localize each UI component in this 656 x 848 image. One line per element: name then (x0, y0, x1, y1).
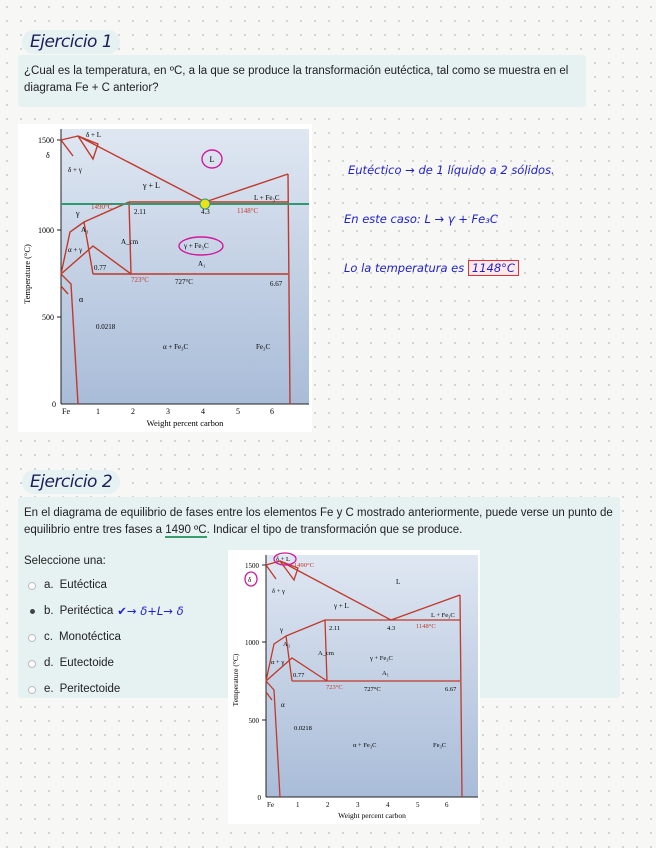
option-letter: b. (44, 605, 54, 617)
comp-0-77: 0.77 (293, 672, 305, 679)
temp-727: 727°C (364, 686, 381, 693)
label-gamma-l: γ + L (143, 181, 160, 190)
x-axis-label: Weight percent carbon (146, 418, 224, 428)
x-tick: 1 (296, 801, 300, 809)
x-tick: 4 (201, 407, 205, 416)
x-axis-label: Weight percent carbon (338, 811, 406, 820)
comp-0-77: 0.77 (94, 264, 107, 272)
label-delta: δ (46, 151, 50, 160)
y-tick: 0 (257, 794, 261, 802)
y-tick: 1000 (38, 226, 54, 235)
comp-4-3: 4.3 (201, 208, 210, 216)
x-tick: 5 (416, 801, 420, 809)
comp-4-3: 4.3 (387, 625, 396, 632)
y-tick: 500 (42, 313, 54, 322)
exercise1-question: ¿Cual es la temperatura, en ºC, a la que se produce la transformación eutéctica, tal como se muestra en el diagrama Fe + C anterior? (24, 65, 569, 94)
comp-0-0218: 0.0218 (294, 725, 312, 732)
label-gamma-fe3c: γ + Fe₃C (370, 655, 393, 662)
label-acm: A_cm (318, 650, 334, 657)
temp-1490: 1490°C (294, 562, 314, 569)
exercise2-heading: Ejercicio 2 (22, 470, 120, 494)
x-tick: 5 (236, 407, 240, 416)
x-tick: 6 (445, 801, 449, 809)
radio-c[interactable] (28, 634, 36, 642)
label-alpha: α (79, 295, 84, 304)
y-tick: 1500 (245, 562, 259, 570)
x-tick: 2 (326, 801, 330, 809)
comp-2-11: 2.11 (134, 208, 146, 216)
phase-diagram-1-svg (18, 124, 312, 432)
label-fe3c: Fe₃C (256, 343, 271, 351)
label-a3: A₃ (81, 226, 89, 234)
phase-diagram-1 (18, 124, 312, 432)
option-letter: c. (44, 631, 53, 643)
x-tick: 4 (386, 801, 390, 809)
comp-6-67: 6.67 (445, 686, 457, 693)
label-l: L (396, 578, 401, 586)
label-alpha-gamma: α + γ (68, 246, 83, 254)
temp-723: 723°C (131, 276, 149, 284)
x-tick: 2 (131, 407, 135, 416)
label-delta: δ (248, 576, 252, 584)
note-temperature (344, 261, 519, 275)
y-axis-label: Temperature (°C) (231, 653, 240, 707)
phase-diagram-2-svg (228, 550, 480, 824)
label-alpha: α (281, 701, 285, 709)
temp-1148: 1148°C (237, 207, 259, 215)
temp-723: 723°C (326, 684, 343, 691)
note-eutectic-definition: Eutéctico → de 1 líquido a 2 sólidos. (348, 163, 555, 177)
comp-6-67: 6.67 (270, 280, 283, 288)
x-tick: 3 (166, 407, 170, 416)
y-tick: 1000 (245, 639, 259, 647)
option-e[interactable] (28, 681, 120, 698)
option-letter: e. (44, 683, 54, 695)
y-tick: 500 (248, 717, 259, 725)
option-b[interactable] (28, 603, 184, 620)
x-tick: 1 (96, 407, 100, 416)
note-temperature-prefix: Lo la temperatura es (344, 261, 465, 275)
x-tick: Fe (62, 407, 70, 416)
label-a1: A₁ (382, 670, 389, 677)
option-c[interactable] (28, 629, 121, 646)
radio-d[interactable] (28, 660, 36, 668)
label-l-fe3c: L + Fe₃C (431, 612, 455, 619)
option-label: Peritéctica (59, 605, 114, 617)
option-label: Peritectoide (59, 683, 121, 695)
comp-2-11: 2.11 (329, 625, 341, 632)
radio-b-selected[interactable] (30, 609, 35, 614)
option-letter: d. (44, 657, 54, 669)
label-delta-l: δ + L (86, 131, 102, 139)
label-fe3c: Fe₃C (433, 742, 447, 749)
select-prompt: Seleccione una: (24, 555, 106, 567)
temp-1148: 1148°C (416, 623, 436, 630)
label-l-fe3c: L + Fe₃C (254, 194, 280, 202)
y-tick: 0 (52, 400, 56, 409)
note-reaction: En este caso: L → γ + Fe₃C (344, 212, 498, 226)
label-alpha-gamma: α + γ (271, 659, 285, 666)
y-axis-label: Temperature (°C) (22, 244, 32, 304)
radio-e[interactable] (28, 686, 36, 694)
label-delta-gamma: δ + γ (272, 588, 285, 595)
option-a[interactable] (28, 577, 107, 594)
y-tick: 1500 (38, 136, 54, 145)
label-gamma: γ (76, 209, 80, 218)
option-d[interactable] (28, 655, 114, 672)
label-a3: A₃ (283, 641, 290, 648)
option-b-annotation: ✔→ δ+L→ δ (117, 604, 184, 618)
highlight-1490: 1490 ºC (165, 524, 207, 536)
exercise2-question (24, 505, 614, 539)
label-alpha-fe3c: α + Fe₃C (353, 742, 377, 749)
label-gamma-fe3c: γ + Fe₃C (184, 242, 209, 250)
exercise1-heading: Ejercicio 1 (22, 30, 120, 54)
label-gamma: γ (280, 626, 284, 634)
temp-727: 727°C (175, 278, 193, 286)
x-tick: Fe (267, 801, 274, 809)
label-delta-gamma: δ + γ (68, 166, 82, 174)
radio-a[interactable] (28, 582, 36, 590)
exercise2-question-text: En el diagrama de equilibrio de fases entre los elementos Fe y C mostrado anteriormente, puede verse un punto de equilibrio entre tres fases a (24, 507, 613, 536)
option-label: Eutéctica (59, 579, 107, 591)
comp-0-0218: 0.0218 (96, 323, 116, 331)
label-a1: A₁ (198, 260, 206, 268)
x-tick: 6 (270, 407, 274, 416)
exercise1-question-box (18, 55, 586, 107)
x-tick: 3 (356, 801, 360, 809)
label-l: L (209, 155, 215, 164)
label-delta-l: δ + L (276, 556, 290, 563)
temp-1490: 1490°C (91, 203, 113, 211)
option-letter: a. (44, 579, 54, 591)
label-gamma-l: γ + L (334, 602, 349, 610)
phase-diagram-2 (228, 550, 480, 824)
answer-1148: 1148°C (468, 260, 519, 276)
exercise2-question-text-end: . Indicar el tipo de transformación que se produce. (206, 524, 463, 536)
label-acm: A_cm (121, 238, 139, 246)
option-label: Eutectoide (59, 657, 114, 669)
option-label: Monotéctica (58, 631, 121, 643)
label-alpha-fe3c: α + Fe₃C (163, 343, 189, 351)
